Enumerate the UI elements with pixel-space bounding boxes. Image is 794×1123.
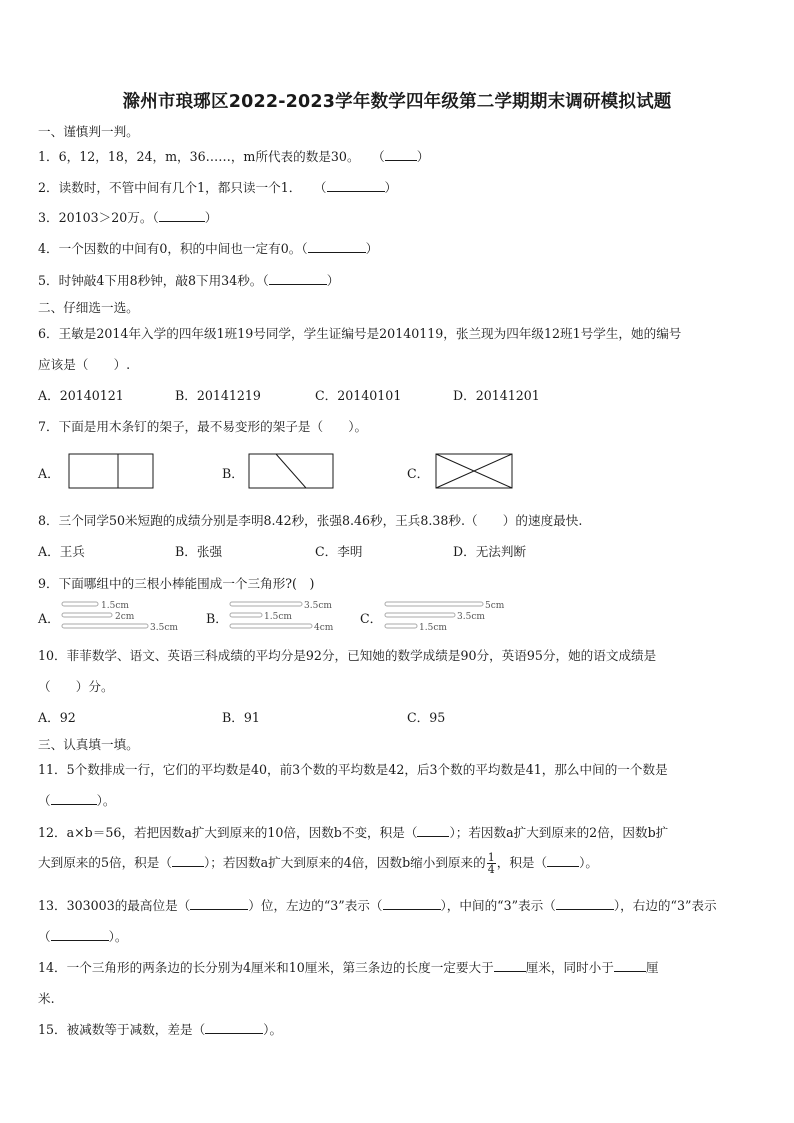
- answer-blank[interactable]: [556, 897, 614, 910]
- sticks-group-b: [228, 599, 348, 634]
- section-heading-2: 二、仔细选一选。: [38, 300, 139, 315]
- q8-option-b[interactable]: B．张强: [175, 544, 223, 559]
- answer-blank[interactable]: [327, 179, 385, 192]
- answer-blank[interactable]: [190, 897, 248, 910]
- q9-option-c[interactable]: C．: [360, 611, 383, 626]
- question-1: 1．6，12，18，24，m，36……，m所代表的数是30。 （ ）: [38, 149, 430, 164]
- sticks-group-c: [383, 599, 513, 634]
- question-15: 15．被减数等于减数，差是（ ）。: [38, 1022, 283, 1037]
- answer-blank[interactable]: [269, 272, 327, 285]
- stick-label: 3.5cm: [304, 601, 332, 611]
- question-11-cont: （ ）。: [38, 793, 116, 808]
- fraction-one-quarter: $\frac{1}{4}$: [487, 851, 495, 876]
- q10-option-b[interactable]: B．91: [222, 710, 260, 725]
- question-7: 7．下面是用木条钉的架子，最不易变形的架子是（ ）。: [38, 419, 368, 434]
- q7-option-b[interactable]: B．: [222, 466, 244, 481]
- question-6-cont: 应该是（ ）.: [38, 357, 131, 372]
- question-10: 10．菲菲数学、语文、英语三科成绩的平均分是92分，已知她的数学成绩是90分，英语95分，她的语文成绩是: [38, 648, 657, 663]
- q6-option-d[interactable]: D．20141201: [453, 388, 540, 403]
- question-9: 9．下面哪组中的三根小棒能围成一个三角形?( ): [38, 576, 315, 591]
- answer-blank[interactable]: [172, 854, 204, 867]
- section-heading-1: 一、谨慎判一判。: [38, 124, 139, 139]
- q6-option-b[interactable]: B．20141219: [175, 388, 261, 403]
- page-title: 滁州市琅琊区2022-2023学年数学四年级第二学期期末调研模拟试题: [122, 92, 672, 112]
- stick-label: 1.5cm: [264, 612, 292, 622]
- question-13: 13．303003的最高位是（ ）位，左边的“3”表示（ ），中间的“3”表示（ ），右边的“3”表示: [38, 898, 717, 913]
- answer-blank[interactable]: [614, 959, 646, 972]
- answer-blank[interactable]: [205, 1021, 263, 1034]
- q9-option-a[interactable]: A．: [38, 611, 60, 626]
- q7-option-c[interactable]: C．: [407, 466, 430, 481]
- sticks-group-a: [60, 599, 185, 634]
- section-heading-3: 三、认真填一填。: [38, 737, 139, 752]
- question-2: 2．读数时，不管中间有几个1，都只读一个1． （ ）: [38, 180, 398, 195]
- question-13-cont: （ ）。: [38, 929, 128, 944]
- frame-cross-figure: [435, 453, 513, 489]
- q10-option-a[interactable]: A．92: [38, 710, 76, 725]
- question-12-cont: 大到原来的5倍，积是（ ）；若因数a扩大到原来的4倍，因数b缩小到原来的 $\frac{1}{4}$ ，积是（ ）。: [38, 851, 598, 876]
- stick-label: 4cm: [314, 623, 334, 633]
- question-3: 3．20103＞20万。（ ）: [38, 210, 218, 225]
- answer-blank[interactable]: [494, 959, 526, 972]
- question-8: 8．三个同学50米短跑的成绩分别是李明8.42秒，张强8.46秒，王兵8.38秒.（ ）的速度最快.: [38, 513, 583, 528]
- question-14-cont: 米.: [38, 991, 55, 1006]
- question-6: 6．王敏是2014年入学的四年级1班19号同学，学生证编号是20140119，张兰现为四年级12班1号学生，她的编号: [38, 326, 682, 341]
- answer-blank[interactable]: [383, 897, 441, 910]
- stick-label: 3.5cm: [457, 612, 485, 622]
- answer-blank[interactable]: [308, 240, 366, 253]
- q8-option-a[interactable]: A．王兵: [38, 544, 85, 559]
- stick-label: 3.5cm: [150, 623, 178, 633]
- answer-blank[interactable]: [51, 792, 97, 805]
- stick-label: 1.5cm: [419, 623, 447, 633]
- frame-square-figure: [68, 453, 154, 489]
- q10-option-c[interactable]: C．95: [407, 710, 446, 725]
- answer-blank[interactable]: [159, 209, 205, 222]
- stick-label: 1.5cm: [101, 601, 129, 611]
- question-5: 5．时钟敲4下用8秒钟，敲8下用34秒。（ ）: [38, 273, 340, 288]
- stick-label: 2cm: [115, 612, 135, 622]
- q6-option-c[interactable]: C．20140101: [315, 388, 402, 403]
- question-4: 4．一个因数的中间有0，积的中间也一定有0。（ ）: [38, 241, 379, 256]
- answer-blank[interactable]: [51, 928, 109, 941]
- q8-option-d[interactable]: D．无法判断: [453, 544, 527, 559]
- stick-label: 5cm: [485, 601, 505, 611]
- answer-blank[interactable]: [417, 824, 449, 837]
- q8-option-c[interactable]: C．李明: [315, 544, 363, 559]
- question-14: 14．一个三角形的两条边的长分别为4厘米和10厘米，第三条边的长度一定要大于 厘米，同时小于 厘: [38, 960, 659, 975]
- q6-option-a[interactable]: A．20140121: [38, 388, 124, 403]
- frame-diagonal-figure: [248, 453, 334, 489]
- question-12: 12．a×b＝56，若把因数a扩大到原来的10倍，因数b不变，积是（ ）；若因数a扩大到原来的2倍，因数b扩: [38, 825, 669, 840]
- question-10-cont: （ ）分。: [38, 679, 114, 694]
- answer-blank[interactable]: [385, 148, 417, 161]
- question-11: 11．5个数排成一行，它们的平均数是40，前3个数的平均数是42，后3个数的平均数是41，那么中间的一个数是: [38, 762, 668, 777]
- q9-option-b[interactable]: B．: [206, 611, 228, 626]
- q7-option-a[interactable]: A．: [38, 466, 60, 481]
- answer-blank[interactable]: [547, 854, 579, 867]
